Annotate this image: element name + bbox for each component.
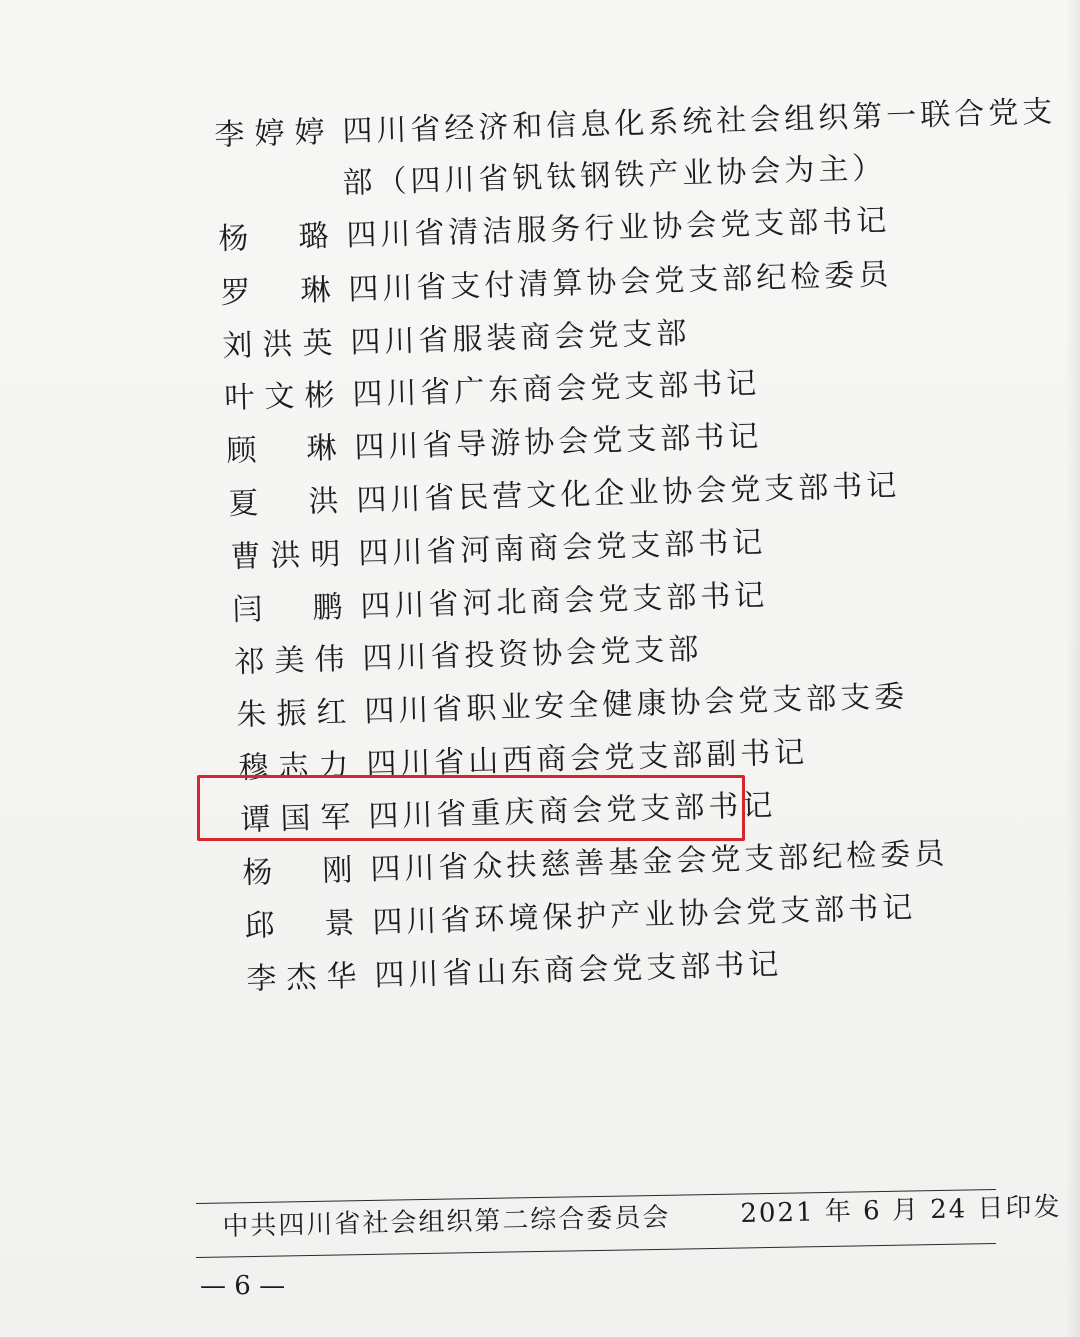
footer-bottom-rule: [196, 1243, 996, 1258]
member-name: 李杰华: [246, 958, 359, 997]
member-name: 顾琳: [226, 430, 339, 469]
member-org: 四川省服装商会党支部: [349, 315, 691, 361]
page-edge-shadow: [1066, 0, 1080, 1337]
member-org-continued: 部（四川省钒钛钢铁产业协会为主）: [342, 150, 887, 201]
member-name: 曹洪明: [230, 536, 343, 575]
member-org: 四川省民营文化企业协会党支部书记: [355, 468, 901, 519]
issuer-name: 中共四川省社会组织第二综合委员会: [222, 1202, 671, 1242]
member-org: 四川省投资协会党支部: [361, 631, 703, 677]
member-org: 四川省重庆商会党支部书记: [367, 788, 777, 835]
member-name: 穆志力: [238, 747, 351, 786]
member-name: 朱振红: [236, 694, 349, 733]
member-org: 四川省河北商会党支部书记: [359, 578, 769, 625]
member-org: 四川省河南商会党支部书记: [357, 525, 767, 572]
page-number: — 6 —: [200, 1271, 286, 1301]
member-name: 杨璐: [218, 218, 331, 257]
highlight-box: [197, 775, 745, 841]
member-org: 四川省清洁服务行业协会党支部书记: [345, 203, 891, 254]
member-name: 祁美伟: [234, 641, 347, 680]
member-org: 四川省环境保护产业协会党支部书记: [371, 890, 917, 941]
member-name: 谭国军: [240, 799, 353, 838]
member-name: 闫鹏: [232, 589, 345, 628]
member-name: 李婷婷: [214, 114, 327, 153]
issue-date: 2021 年 6 月 24 日印发: [740, 1192, 1062, 1229]
member-name: 邱景: [244, 905, 357, 944]
member-org: 四川省职业安全健康协会党支部支委: [363, 679, 909, 730]
member-org: 四川省广东商会党支部书记: [351, 366, 761, 413]
member-name: 夏洪: [228, 483, 341, 522]
member-name: 杨刚: [242, 852, 355, 891]
member-org: 四川省经济和信息化系统社会组织第一联合党支: [341, 94, 1057, 150]
member-org: 四川省众扶慈善基金会党支部纪检委员: [369, 836, 949, 888]
member-name: 罗琳: [220, 272, 333, 311]
member-org: 四川省支付清算协会党支部纪检委员: [347, 257, 893, 308]
member-org: 四川省导游协会党支部书记: [353, 419, 763, 466]
member-org: 四川省山西商会党支部副书记: [365, 735, 809, 783]
member-org: 四川省山东商会党支部书记: [373, 947, 783, 994]
member-name: 刘洪英: [222, 325, 335, 364]
member-name: 叶文彬: [224, 377, 337, 416]
